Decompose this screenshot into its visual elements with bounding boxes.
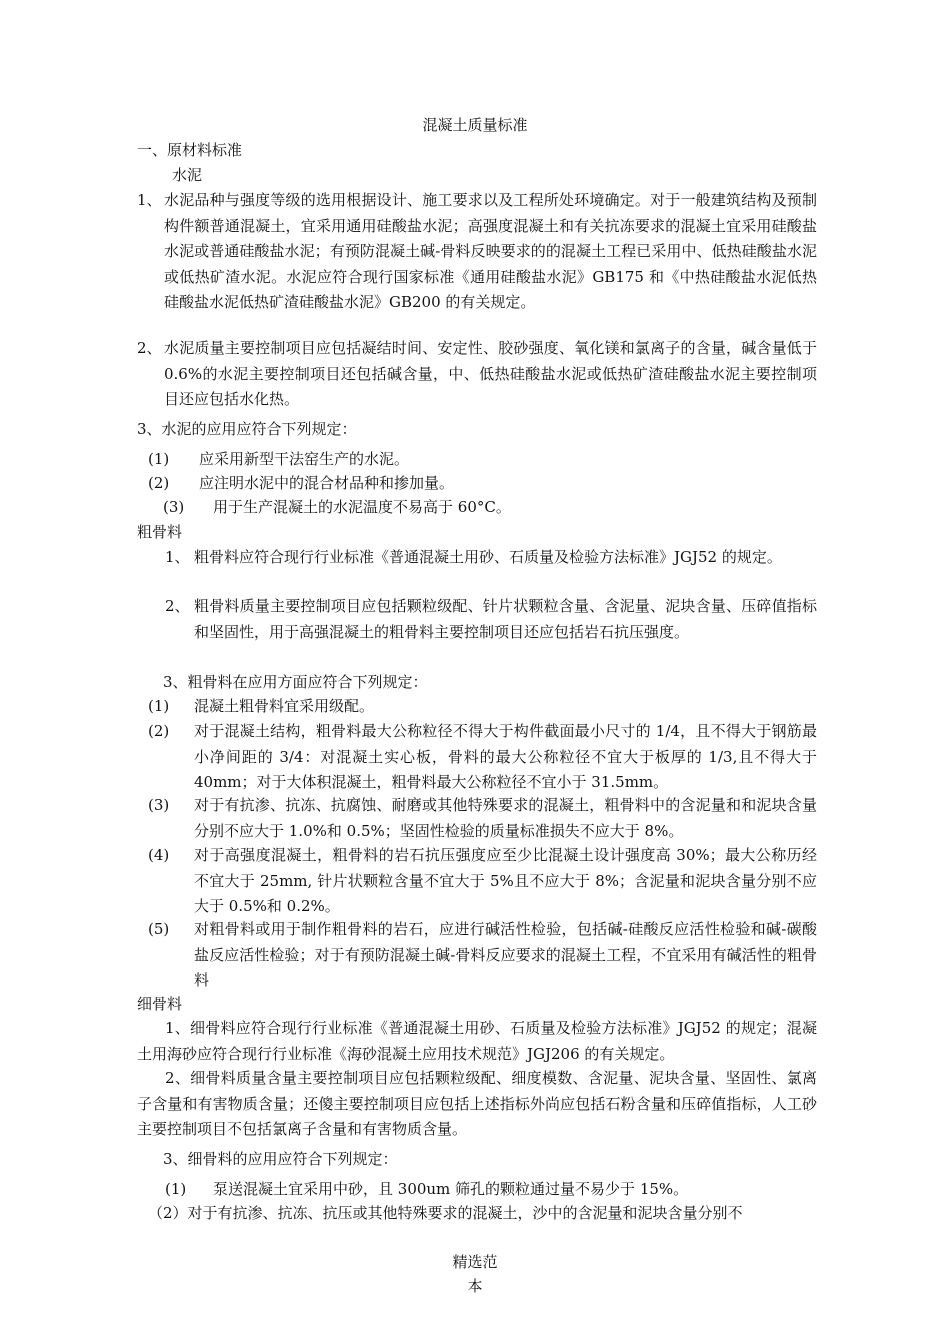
cement-item-3: 3、水泥的应用应符合下列规定： bbox=[137, 420, 357, 438]
cement-sub-3-text: 用于生产混凝土的水泥温度不易高于 60°C。 bbox=[213, 498, 511, 516]
coarse-sub-5 bbox=[148, 917, 817, 995]
item-text: 对于混凝土结构，粗骨料最大公称粒径不得大于构件截面最小尺寸的 1/4，且不得大于钢筋最小净间距的 3/4：对混凝土实心板，骨料的最大公称粒径不宜大于板厚的 1/3,且不得大于 40mm；对于大体积混凝土，粗骨料最大公称粒径不宜小于 31.5mm。 bbox=[194, 722, 817, 792]
item-number: (1) bbox=[148, 697, 170, 715]
item-text: 水泥品种与强度等级的选用根据设计、施工要求以及工程所处环境确定。对于一般建筑结构及预制构件额普通混凝土，宜采用通用硅酸盐水泥；高强度混凝土和有关抗冻要求的混凝土宜采用硅酸盐水泥或普通硅酸盐水泥；有预防混凝土碱-骨料反映要求的的混凝土工程已采用中、低热硅酸盐水泥或低热矿渣水泥。水泥应符合现行国家标准《通用硅酸盐水泥》GB175 和《中热硅酸盐水泥低热硅酸盐水泥低热矿渣硅酸盐水泥》GB200 的有关规定。 bbox=[164, 191, 817, 312]
fine-item-3: 3、细骨料的应用应符合下列规定： bbox=[163, 1150, 398, 1168]
coarse-sub-2 bbox=[148, 719, 817, 797]
item-text: 对于高强度混凝土，粗骨料的岩石抗压强度应至少比混凝土设计强度高 30%；最大公称历经不宜大于 25mm, 针片状颗粒含量不宜大于 5%且不应大于 8%；含泥量和泥块含量分别不应大于 0.5%和 0.2%。 bbox=[194, 846, 817, 916]
cement-item-1 bbox=[137, 188, 817, 343]
item-number: 2、 bbox=[137, 339, 162, 357]
cement-sub-2-number: (2) bbox=[148, 474, 170, 492]
fine-sub-1-text: 泵送混凝土宜采用中砂，且 300um 筛孔的颗粒通过量不易少于 15%。 bbox=[213, 1180, 689, 1198]
item-number: (3) bbox=[148, 796, 170, 814]
item-text: 对于有抗渗、抗冻、抗腐蚀、耐磨或其他特殊要求的混凝土，粗骨料中的含泥量和和泥块含量分别不应大于 1.0%和 0.5%；坚固性检验的质量标准损失不应大于 8%。 bbox=[194, 796, 817, 840]
footer-line-1: 精选范 bbox=[452, 1253, 498, 1271]
page-footer bbox=[425, 1250, 525, 1298]
page-title: 混凝土质量标准 bbox=[422, 116, 528, 134]
item-number: 2、 bbox=[165, 597, 190, 615]
section-heading: 一、原材料标准 bbox=[137, 141, 243, 159]
cement-sub-3-number: (3) bbox=[163, 498, 185, 516]
cement-sub-1-number: (1) bbox=[148, 450, 170, 468]
coarse-sub-1 bbox=[148, 694, 817, 720]
fine-item-1: 1、细骨料应符合现行行业标准《普通混凝土用砂、石质量及检验方法标准》JGJ52 的规定；混凝土用海砂应符合现行行业标准《海砂混凝土应用技术规范》JGJ206 的有关规定。 bbox=[137, 1019, 817, 1063]
item-text: 水泥质量主要控制项目应包括凝结时间、安定性、胶砂强度、氧化镁和氯离子的含量，碱含量低于 0.6%的水泥主要控制项目还包括碱含量，中、低热硅酸盐水泥或低热矿渣硅酸盐水泥主要控制项目还应包括水化热。 bbox=[164, 339, 817, 409]
item-text: 粗骨料质量主要控制项目应包括颗粒级配、针片状颗粒含量、含泥量、泥块含量、压碎值指标和坚固性，用于高强混凝土的粗骨料主要控制项目还应包括岩石抗压强度。 bbox=[194, 597, 817, 641]
coarse-item-3: 3、粗骨料在应用方面应符合下列规定： bbox=[163, 673, 428, 691]
subsection-heading-fine: 细骨料 bbox=[137, 995, 183, 1013]
subsection-heading-coarse: 粗骨料 bbox=[137, 523, 183, 541]
cement-sub-1-text: 应采用新型干法窑生产的水泥。 bbox=[199, 450, 410, 468]
footer-line-2: 本 bbox=[467, 1277, 483, 1295]
item-number: (5) bbox=[148, 920, 170, 938]
item-text: 对粗骨料或用于制作粗骨料的岩石，应进行碱活性检验，包括碱-硅酸反应活性检验和碱-碳酸盐反应活性检验；对于有预防混凝土碱-骨料反应要求的混凝土工程，不宜采用有碱活性的粗骨料 bbox=[194, 920, 817, 990]
cement-sub-2-text: 应注明水泥中的混合材品种和掺加量。 bbox=[199, 474, 455, 492]
coarse-item-2 bbox=[165, 594, 817, 672]
item-text: 粗骨料应符合现行行业标准《普通混凝土用砂、石质量及检验方法标准》JGJ52 的规定。 bbox=[194, 548, 782, 566]
coarse-item-1 bbox=[165, 545, 817, 597]
item-text: 混凝土粗骨料宜采用级配。 bbox=[194, 697, 375, 715]
fine-item-2: 2、细骨料质量含量主要控制项目应包括颗粒级配、细度模数、含泥量、泥块含量、坚固性、氯离子含量和有害物质含量；还傻主要控制项目应包括上述指标外尚应包括石粉含量和压碎值指标，人工砂主要控制项目不包括氯离子含量和有害物质含量。 bbox=[137, 1069, 817, 1139]
fine-sub-2: （2）对于有抗渗、抗冻、抗压或其他特殊要求的混凝土，沙中的含泥量和泥块含量分别不 bbox=[148, 1204, 743, 1222]
subsection-heading-cement: 水泥 bbox=[172, 166, 203, 184]
item-number: 1、 bbox=[165, 548, 190, 566]
item-number: (4) bbox=[148, 846, 170, 864]
cement-item-2 bbox=[137, 336, 817, 416]
coarse-sub-3 bbox=[148, 793, 817, 845]
coarse-sub-4 bbox=[148, 843, 817, 921]
fine-sub-1-number: (1) bbox=[165, 1180, 187, 1198]
item-number: 1、 bbox=[137, 191, 162, 209]
item-number: (2) bbox=[148, 722, 170, 740]
